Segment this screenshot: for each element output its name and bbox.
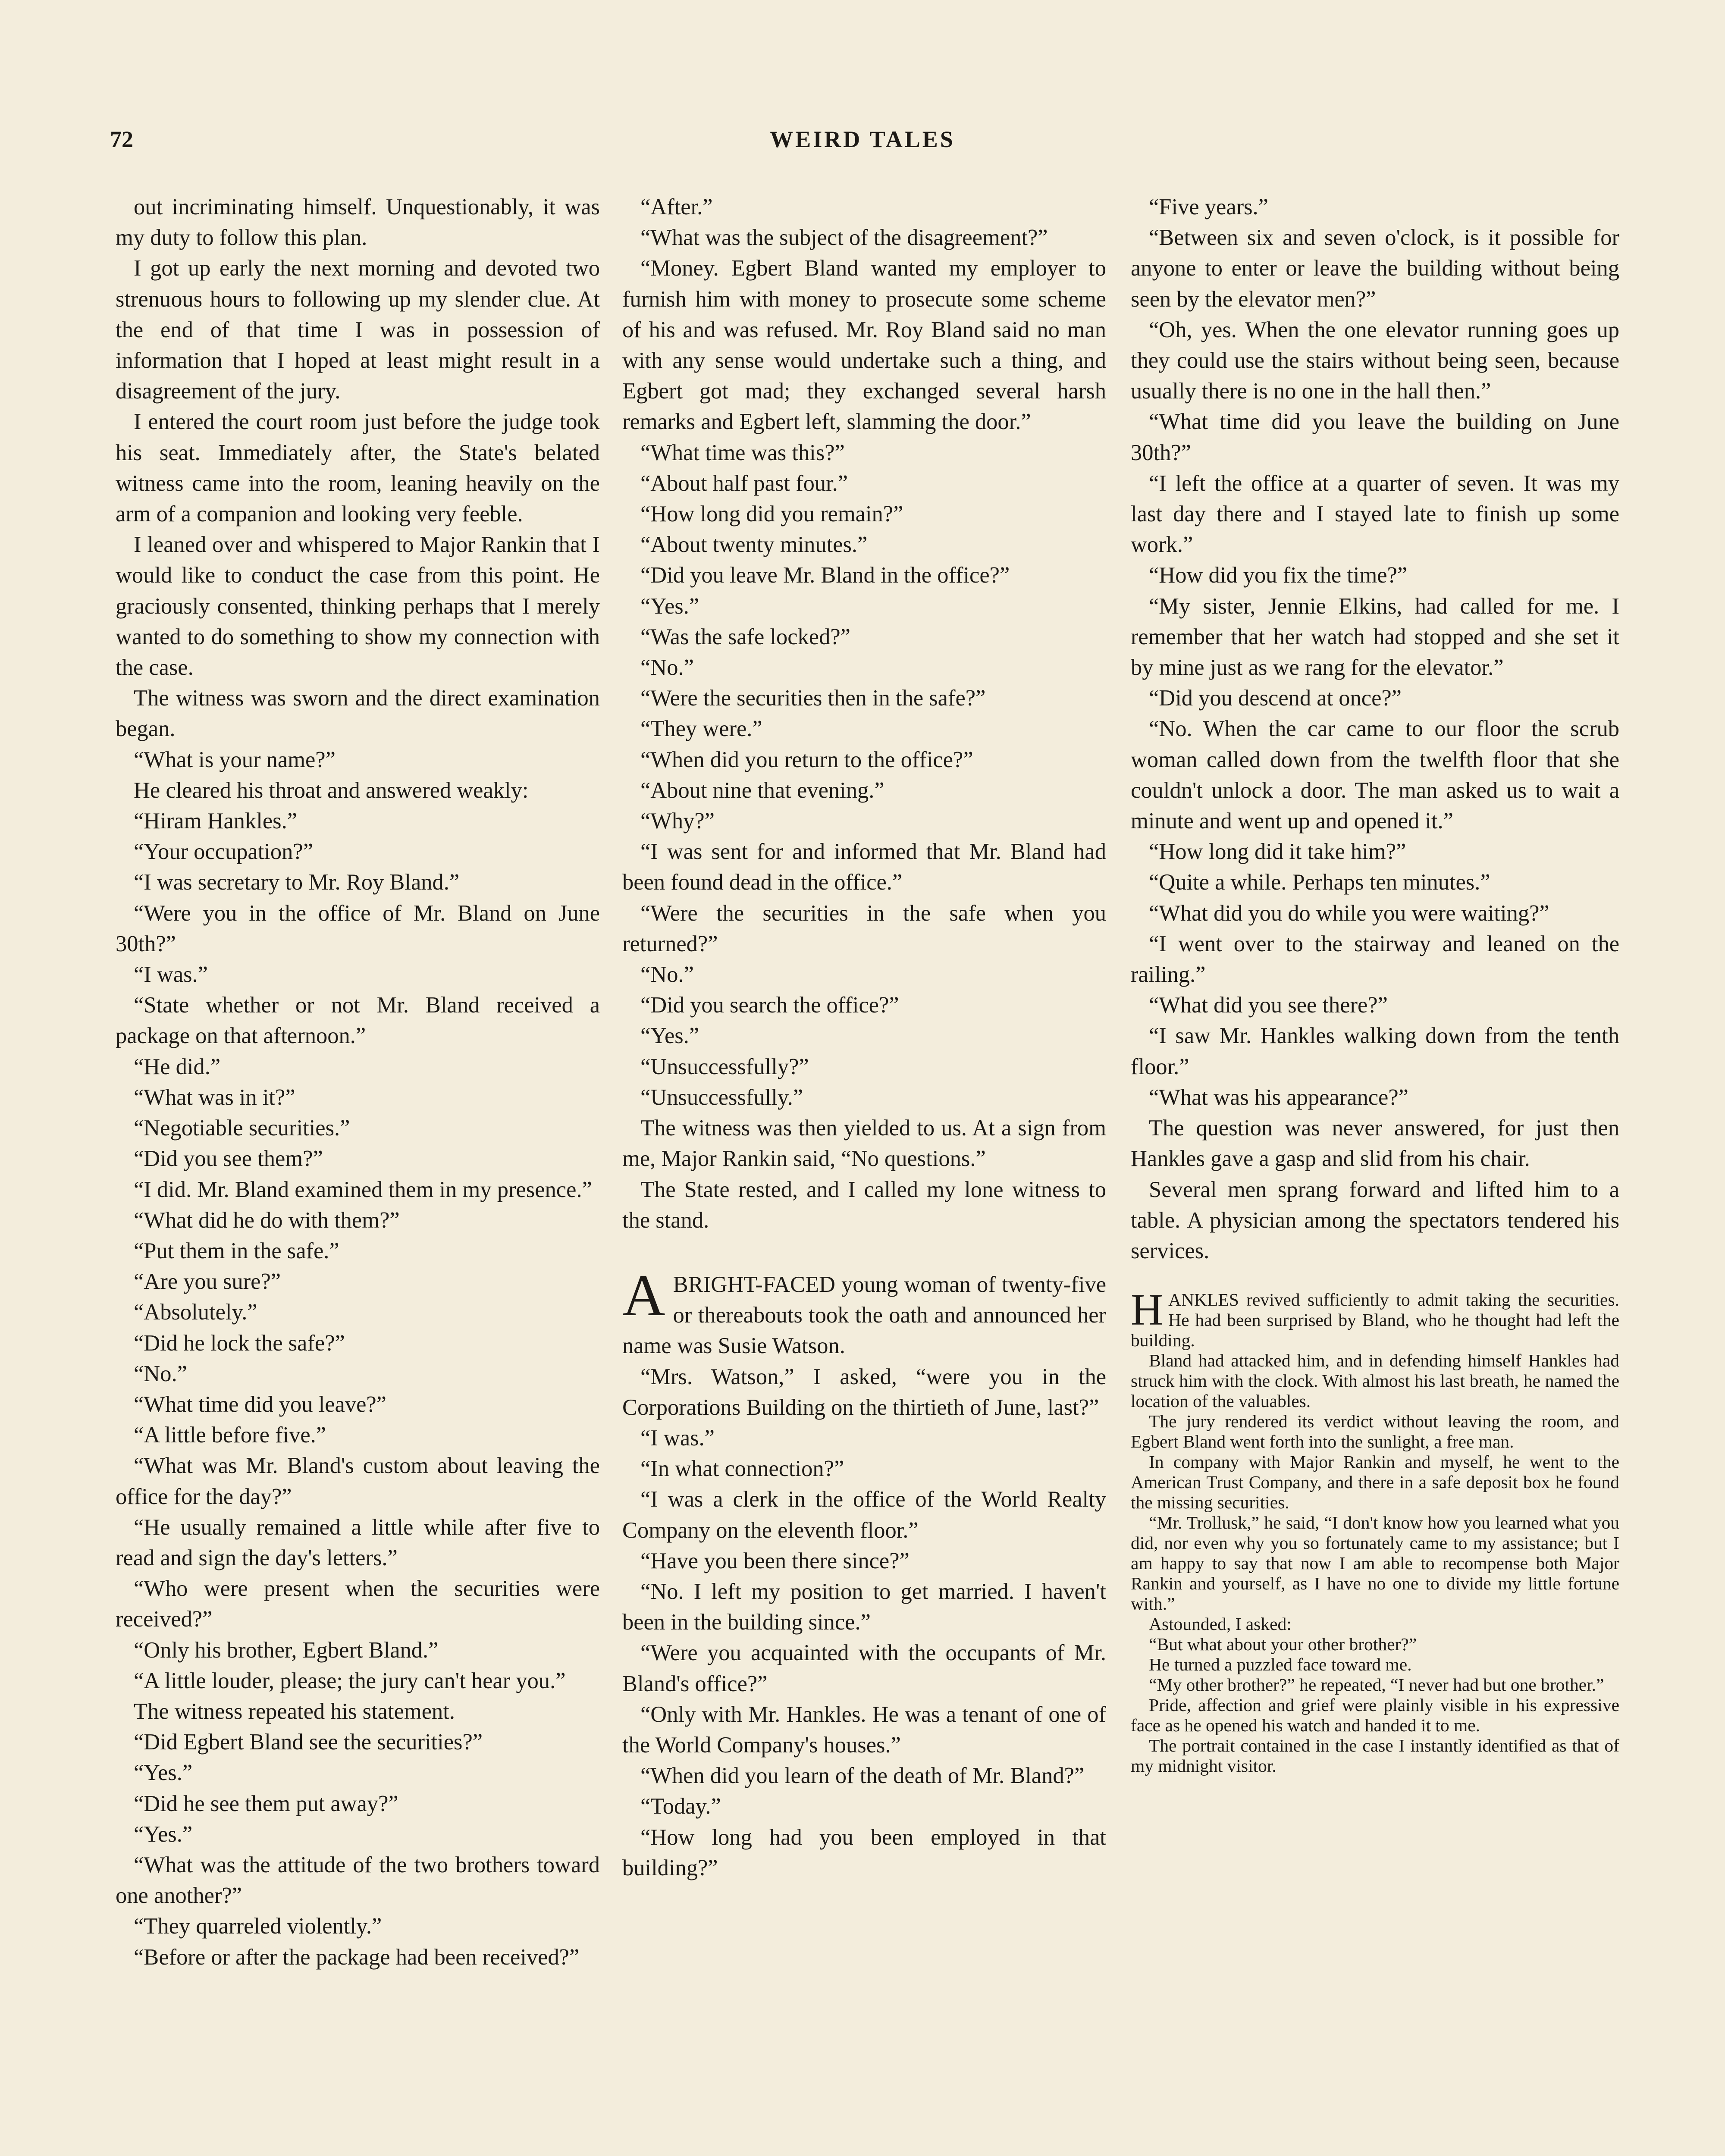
paragraph: “What was his appearance?” [1149,1084,1408,1110]
paragraph: I entered the court room just before the judge took his seat. Immediately after, the State's belated witness came into the room, leaning heavily on the arm of a companion and looking very feeble. [116,409,600,527]
paragraph: “They were.” [640,716,762,742]
paragraph: “Were the securities then in the safe?” [640,686,986,711]
paragraph: “State whether or not Mr. Bland received a package on that afternoon.” [116,993,600,1049]
paragraph: “What is your name?” [134,747,336,772]
paragraph: “Oh, yes. When the one elevator running goes up they could use the stairs without being seen, because usually there is no one in the hall then.” [1131,317,1619,404]
paragraph: out incriminating himself. Unquestionably, it was my duty to follow this plan. [116,194,600,251]
paragraph: “How long had you been employed in that building?” [622,1824,1106,1880]
paragraph: “What time did you leave the building on June 30th?” [1131,409,1619,465]
paragraph: I leaned over and whispered to Major Rankin that I would like to conduct the case from this point. He graciously consented, thinking perhaps that I merely wanted to do something to show my connection with the case. [116,532,600,680]
paragraph: The question was never answered, for just then Hankles gave a gasp and slid from his chair. [1131,1116,1619,1172]
paragraph: “No.” [134,1361,187,1386]
paragraph: I got up early the next morning and devoted two strenuous hours to following up my slender clue. At the end of that time I was in possession of information that I hoped at least might result in a disagreement of the jury. [116,256,600,404]
paragraph: Several men sprang forward and lifted him to a table. A physician among the spectators tendered his services. [1131,1177,1619,1263]
paragraph: The witness was sworn and the direct examination began. [116,686,600,742]
paragraph: “Did you search the office?” [640,993,899,1018]
paragraph: “He did.” [134,1054,221,1079]
paragraph: “I did. Mr. Bland examined them in my presence.” [134,1177,592,1202]
drop-cap-a: A [622,1262,665,1328]
paragraph: “Five years.” [1149,194,1268,219]
paragraph: “Did you leave Mr. Bland in the office?” [640,563,1010,588]
paragraph: “When did you return to the office?” [640,747,973,772]
paragraph: “What time was this?” [640,440,845,465]
paragraph: “How long did you remain?” [640,501,903,527]
paragraph: “What did you see there?” [1149,993,1388,1018]
paragraph: “Did you descend at once?” [1149,686,1402,711]
paragraph: “He usually remained a little while after five to read and sign the day's letters.” [116,1514,600,1570]
paragraph: “Hiram Hankles.” [134,808,298,834]
paragraph: “When did you learn of the death of Mr. Bland?” [640,1763,1085,1789]
paragraph: “I went over to the stairway and leaned on the railing.” [1131,931,1619,987]
paragraph: “Quite a while. Perhaps ten minutes.” [1149,870,1490,895]
paragraph: “Yes.” [134,1760,193,1786]
paragraph: “No.” [640,655,694,680]
paragraph: “What did you do while you were waiting?” [1149,900,1549,926]
paragraph: “Were you in the office of Mr. Bland on June 30th?” [116,900,600,956]
paragraph: “Did you see them?” [134,1146,323,1172]
paragraph: “Who were present when the securities were received?” [116,1576,600,1632]
paragraph: “I was sent for and informed that Mr. Bland had been found dead in the office.” [622,839,1106,895]
paragraph: “How long did it take him?” [1149,839,1406,865]
paragraph: The portrait contained in the case I instantly identified as that of my midnight visitor. [1131,1736,1619,1776]
paragraph: “Did he lock the safe?” [134,1330,345,1356]
paragraph: The witness was then yielded to us. At a sign from me, Major Rankin said, “No questions.” [622,1116,1106,1172]
paragraph: “Absolutely.” [134,1300,257,1325]
paragraph: “Money. Egbert Bland wanted my employer to furnish him with money to prosecute some scheme of his and was refused. Mr. Roy Bland said no man with any sense would undertake such a thing, and Egbert got mad; they exchanged several harsh remarks and Egbert left, slamming the door.” [622,256,1106,435]
running-title: WEIRD TALES [770,126,955,152]
paragraph: “Mr. Trollusk,” he said, “I don't know how you learned what you did, nor even why you so fortunately came to my assistance; but I am happy to say that now I am able to recompense both Major Rankin and yourself, as I have no one to divide my little fortune with.” [1131,1513,1619,1614]
paragraph: “What did he do with them?” [134,1207,400,1233]
paragraph: “Was the safe locked?” [640,624,850,649]
paragraph: “After.” [640,194,713,219]
paragraph: “What was the attitude of the two brothers toward one another?” [116,1852,600,1908]
paragraph: “Only with Mr. Hankles. He was a tenant of one of the World Company's houses.” [622,1702,1106,1758]
paragraph: “Only his brother, Egbert Bland.” [134,1637,439,1663]
paragraph: “I was.” [640,1425,715,1451]
text-column-2 [622,192,1106,1883]
paragraph: The witness repeated his statement. [134,1698,455,1724]
paragraph: “How did you fix the time?” [1149,563,1408,588]
paragraph: “Were you acquainted with the occupants of Mr. Bland's office?” [622,1640,1106,1696]
paragraph: “What was the subject of the disagreement?” [640,225,1048,251]
paragraph: “I was.” [134,962,208,987]
paragraph: “My other brother?” he repeated, “I never had but one brother.” [1149,1675,1604,1695]
paragraph: “Today.” [640,1794,721,1819]
paragraph: “About twenty minutes.” [640,532,868,558]
paragraph: “What was Mr. Bland's custom about leaving the office for the day?” [116,1453,600,1509]
paragraph: “A little louder, please; the jury can't hear you.” [134,1668,566,1693]
paragraph: “No. When the car came to our floor the scrub woman called down from the twelfth floor that she couldn't unlock a door. The man asked us to wait a minute and went up and opened it.” [1131,716,1619,834]
paragraph: “Before or after the package had been received?” [134,1944,580,1970]
paragraph: Astounded, I asked: [1149,1614,1292,1634]
text-column-3 [1131,192,1619,1776]
paragraph: He turned a puzzled face toward me. [1149,1655,1412,1675]
paragraph: “No. I left my position to get married. I haven't been in the building since.” [622,1579,1106,1635]
conclusion-lead-paragraph [1131,1285,1619,1351]
section-lead-text: BRIGHT-FACED young woman of twenty-five or thereabouts took the oath and announced her name was Susie Watson. [622,1272,1106,1359]
paragraph: “But what about your other brother?” [1149,1634,1417,1655]
conclusion-lead-text: ANKLES revived sufficiently to admit taking the securities. He had been surprised by Bland, who he thought had left the building. [1131,1290,1619,1351]
paragraph: “Negotiable securities.” [134,1116,350,1141]
paragraph: “What was in it?” [134,1084,295,1110]
paragraph: Bland had attacked him, and in defending himself Hankles had struck him with the clock. With almost his last breath, he named the location of the valuables. [1131,1351,1619,1411]
paragraph: “About half past four.” [640,470,848,496]
paragraph: Pride, affection and grief were plainly visible in his expressive face as he opened his watch and handed it to me. [1131,1695,1619,1736]
paragraph: “Why?” [640,808,715,834]
paragraph: “Did Egbert Bland see the securities?” [134,1730,483,1755]
paragraph: “Yes.” [640,593,699,619]
paragraph: “Have you been there since?” [640,1548,910,1573]
paragraph: “Are you sure?” [134,1269,281,1294]
paragraph: “I left the office at a quarter of seven. It was my last day there and I stayed late to finish up some work.” [1131,470,1619,558]
paragraph: “I was secretary to Mr. Roy Bland.” [134,870,460,895]
paragraph: “What time did you leave?” [134,1391,386,1417]
paragraph: The jury rendered its verdict without leaving the room, and Egbert Bland went forth into the sunlight, a free man. [1131,1411,1619,1452]
paragraph: “They quarreled violently.” [134,1914,382,1939]
paragraph: The State rested, and I called my lone witness to the stand. [622,1177,1106,1233]
paragraph: “My sister, Jennie Elkins, had called for me. I remember that her watch had stopped and she set it by mine just as we rang for the elevator.” [1131,593,1619,680]
paragraph: “In what connection?” [640,1456,844,1482]
conclusion-small-type [1131,1285,1619,1776]
paragraph: “Did he see them put away?” [134,1791,398,1816]
page-number: 72 [110,126,133,152]
text-column-1 [116,192,600,1973]
paragraph: “Yes.” [640,1023,699,1049]
paragraph: “About nine that evening.” [640,777,884,803]
paragraph: “Put them in the safe.” [134,1238,339,1263]
section-lead-paragraph [622,1262,1106,1362]
paragraph: “Mrs. Watson,” I asked, “were you in the Corporations Building on the thirtieth of June, last?” [622,1364,1106,1420]
paragraph: “Unsuccessfully.” [640,1084,803,1110]
paragraph: “Between six and seven o'clock, is it possible for anyone to enter or leave the building without being seen by the elevator men?” [1131,225,1619,312]
paragraph: He cleared his throat and answered weakly: [134,777,529,803]
paragraph: “I was a clerk in the office of the World Realty Company on the eleventh floor.” [622,1487,1106,1543]
paragraph: “Yes.” [134,1821,193,1847]
paragraph: “A little before five.” [134,1423,326,1448]
paragraph: “No.” [640,962,694,987]
drop-cap-h: H [1131,1285,1164,1335]
paragraph: “Were the securities in the safe when you returned?” [622,900,1106,956]
paragraph: In company with Major Rankin and myself, he went to the American Trust Company, and there in a safe deposit box he found the missing securities. [1131,1452,1619,1513]
paragraph: “Unsuccessfully?” [640,1054,809,1079]
paragraph: “Your occupation?” [134,839,314,865]
paragraph: “I saw Mr. Hankles walking down from the tenth floor.” [1131,1023,1619,1079]
